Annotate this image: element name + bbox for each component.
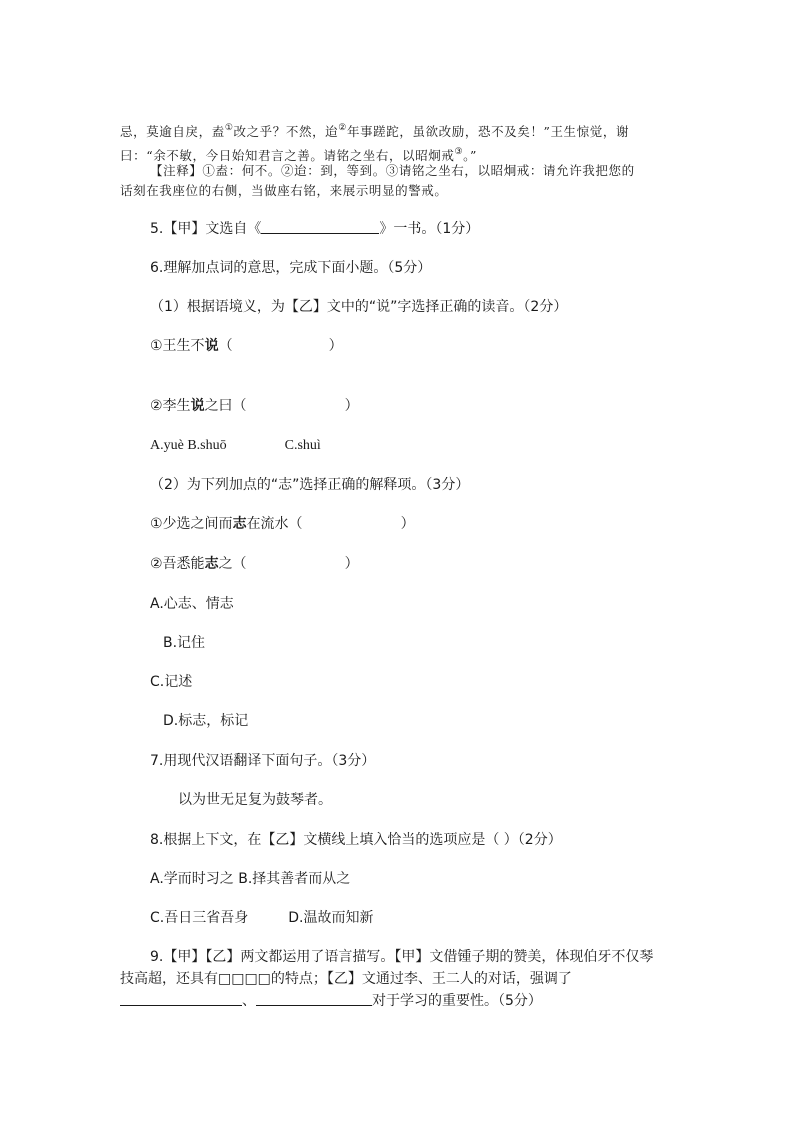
notes-line-2: 话刻在我座位的右侧，当做座右铭，来展示明显的警戒。 <box>120 183 448 198</box>
dotted-word: 志 <box>232 516 247 532</box>
question-7-sentence: 以为世无足复为鼓琴者。 <box>178 792 332 808</box>
passage-text: 改之乎？不然，迨 <box>233 124 339 139</box>
option-d[interactable]: D.标志，标记 <box>163 713 249 729</box>
item-text: 在流水（ <box>246 516 303 532</box>
question-6-sub1-options <box>150 436 321 456</box>
question-8-options-cd <box>150 908 373 928</box>
question-6-stem: 6.理解加点词的意思，完成下面小题。（5分） <box>150 260 432 276</box>
item-text: ①少选之间而 <box>150 516 233 532</box>
question-6-sub2: （2）为下列加点的“志”选择正确的解释项。（3分） <box>150 477 470 493</box>
item-text: ②吾悉能 <box>150 556 205 572</box>
notes-line-1: 【注释】①盍：何不。②迨：到，等到。③请铭之坐右，以昭炯戒：请允许我把您的 <box>150 163 635 178</box>
option-c[interactable]: C.记述 <box>150 674 193 690</box>
dotted-word: 说 <box>190 398 205 414</box>
item-text: ） <box>344 398 359 414</box>
question-6-sub1-item2 <box>150 396 359 416</box>
question-9-line-2: 技高超，还具有□□□□的特点；【乙】文通过李、王二人的对话，强调了 <box>120 971 572 987</box>
footnote-marker: ② <box>338 123 347 133</box>
question-6-sub2-item1 <box>150 514 415 534</box>
footnote-marker: ① <box>224 123 234 133</box>
answer-blank-1[interactable] <box>120 991 242 1006</box>
question-9-line-1: 9.【甲】【乙】两文都运用了语言描写。【甲】文借锺子期的赞美，体现伯牙不仅琴 <box>150 949 654 965</box>
option-a[interactable]: A.心志、情志 <box>150 596 234 612</box>
question-text: 》一书。（1分） <box>379 221 480 237</box>
option-b[interactable]: B.记住 <box>163 635 206 651</box>
question-6-sub2-item2 <box>150 554 359 574</box>
item-text: （ <box>218 338 233 354</box>
item-text: ） <box>344 556 359 572</box>
option-c[interactable]: C.shuì <box>284 438 321 453</box>
option-ab[interactable]: A.yuè B.shuō <box>150 438 227 453</box>
item-text: 之曰（ <box>204 398 247 414</box>
dotted-word: 说 <box>204 338 219 354</box>
question-7-stem: 7.用现代汉语翻译下面句子。（3分） <box>150 753 376 769</box>
passage-text: 曰：“余不敏，今日始知君言之善。请铭之坐右，以昭炯戒 <box>120 148 455 163</box>
item-text: ） <box>328 338 343 354</box>
answer-blank[interactable] <box>261 219 379 234</box>
separator-text: 、 <box>242 993 256 1009</box>
option-d[interactable]: D.温故而知新 <box>288 910 374 926</box>
question-6-sub1: （1）根据语境义，为【乙】文中的“说”字选择正确的读音。（2分） <box>150 299 568 315</box>
passage-text: 。” <box>463 148 478 163</box>
item-text: 之（ <box>218 556 247 572</box>
item-text: ②李生 <box>150 398 191 414</box>
passage-line-1 <box>120 122 629 142</box>
question-5 <box>150 219 479 239</box>
dotted-word: 志 <box>204 556 219 572</box>
item-text: ①王生不 <box>150 338 205 354</box>
option-c[interactable]: C.吾日三省吾身 <box>150 910 249 926</box>
question-8-options-ab[interactable]: A.学而时习之 B.择其善者而从之 <box>150 871 351 887</box>
question-9-line-3 <box>120 991 542 1011</box>
question-text: 5.【甲】文选自《 <box>150 221 262 237</box>
question-text: 对于学习的重要性。（5分） <box>372 993 542 1009</box>
question-8-stem: 8.根据上下文，在【乙】文横线上填入恰当的选项应是（ ）（2分） <box>150 832 562 848</box>
item-text: ） <box>400 516 415 532</box>
passage-text: 忌，莫逾自戾，盍 <box>120 124 225 139</box>
question-6-sub1-item1 <box>150 336 343 356</box>
answer-blank-2[interactable] <box>256 991 372 1006</box>
footnote-marker: ③ <box>454 147 464 157</box>
passage-text: 年事蹉跎，虽欲改励，恐不及矣！”王生惊觉，谢 <box>346 124 630 139</box>
